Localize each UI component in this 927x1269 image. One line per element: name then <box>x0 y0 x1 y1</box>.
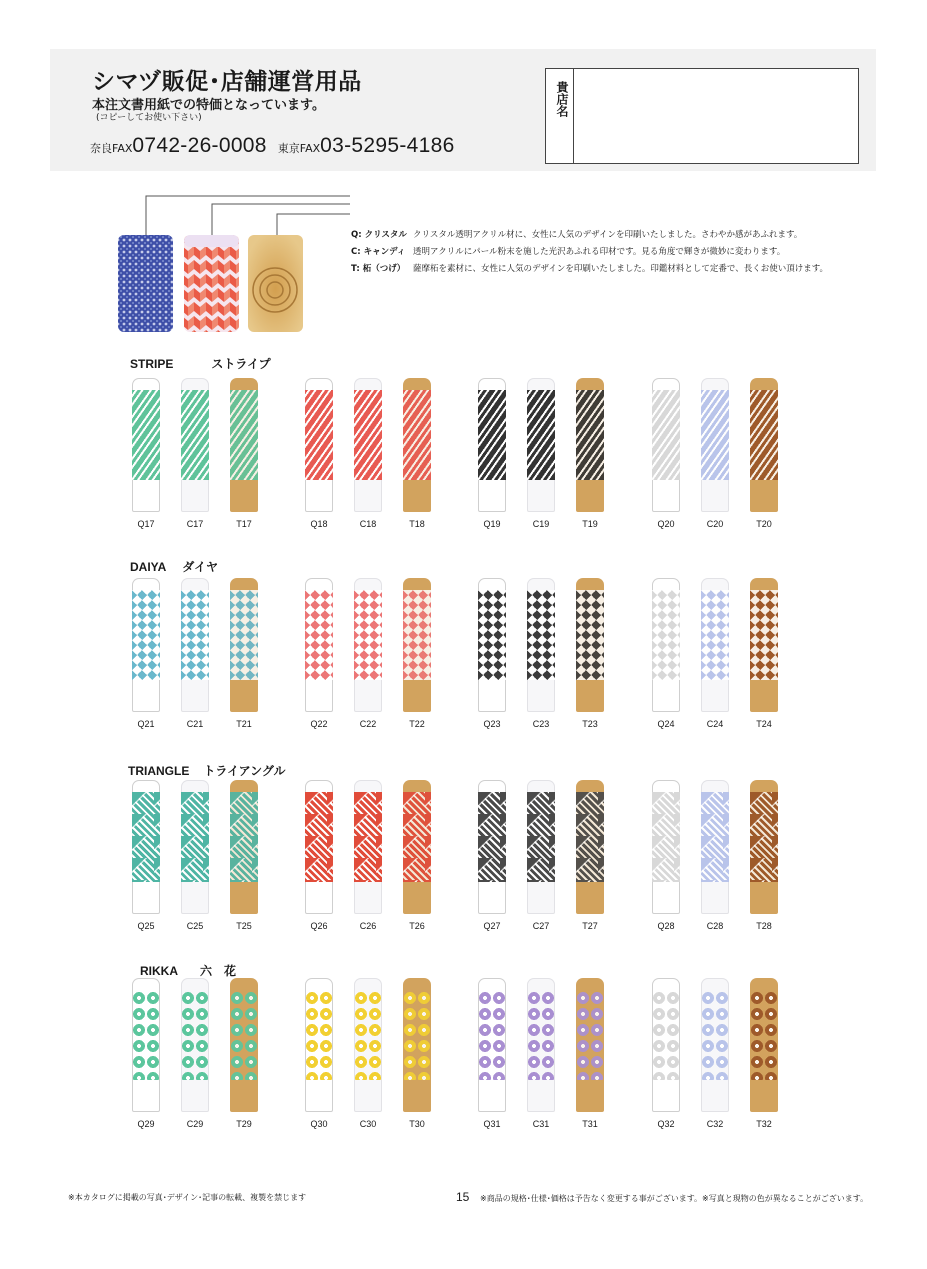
design-band <box>478 792 506 882</box>
design-band <box>750 792 778 882</box>
design-band <box>132 390 160 480</box>
product-code: T17 <box>236 519 252 529</box>
design-band <box>527 792 555 882</box>
product-code: Q29 <box>137 1119 155 1129</box>
seal-product-q27 <box>478 780 506 914</box>
product-code: Q25 <box>137 921 155 931</box>
materials-illustration <box>110 190 350 340</box>
design-band <box>305 390 333 480</box>
product-code: T28 <box>756 921 772 931</box>
seal-product-c32 <box>701 978 729 1112</box>
product-code: Q32 <box>657 1119 675 1129</box>
design-band <box>181 792 209 882</box>
product-code: T27 <box>582 921 598 931</box>
product-code: C29 <box>186 1119 204 1129</box>
design-band <box>652 590 680 680</box>
product-code: T26 <box>409 921 425 931</box>
section-title-daiya: DAIYA ダイヤ <box>130 560 218 574</box>
seal-product-c28 <box>701 780 729 914</box>
design-band <box>478 590 506 680</box>
design-band <box>527 390 555 480</box>
design-band <box>652 990 680 1080</box>
design-band <box>750 590 778 680</box>
fax-numbers <box>90 134 455 158</box>
design-band <box>576 590 604 680</box>
seal-product-q23 <box>478 578 506 712</box>
design-band <box>403 792 431 882</box>
design-band <box>576 792 604 882</box>
design-band <box>181 590 209 680</box>
design-band <box>652 792 680 882</box>
design-band <box>132 590 160 680</box>
section-title-stripe: STRIPE ストライプ <box>130 357 271 371</box>
seal-product-t24 <box>750 578 778 712</box>
seal-product-c27 <box>527 780 555 914</box>
subtitle: 本注文書用紙での特価となっています。 <box>92 98 325 113</box>
product-code: T20 <box>756 519 772 529</box>
product-code: Q22 <box>310 719 328 729</box>
design-band <box>354 390 382 480</box>
material-t: T: 柘（つげ） 薩摩柘を素材に、女性に人気のデザインを印刷いたしました。印鑑材料として定番で、長くお使い頂けます。 <box>351 264 829 274</box>
seal-product-c24 <box>701 578 729 712</box>
footer-left-note: ※本カタログに掲載の写真･デザイン･記事の転載、複製を禁じます <box>68 1193 307 1202</box>
product-code: Q26 <box>310 921 328 931</box>
seal-product-q22 <box>305 578 333 712</box>
design-band <box>403 990 431 1080</box>
store-name-box[interactable] <box>545 68 859 164</box>
seal-product-q28 <box>652 780 680 914</box>
page-number: 15 <box>456 1190 470 1204</box>
product-code: C28 <box>706 921 724 931</box>
product-code: T30 <box>409 1119 425 1129</box>
seal-product-t18 <box>403 378 431 512</box>
candy-sample <box>184 235 239 332</box>
design-band <box>527 990 555 1080</box>
product-code: T22 <box>409 719 425 729</box>
design-band <box>750 990 778 1080</box>
section-title-triangle: TRIANGLE トライアングル <box>128 764 286 778</box>
product-code: Q24 <box>657 719 675 729</box>
product-code: C26 <box>359 921 377 931</box>
brand-title: シマヅ販促･店舗運営用品 <box>92 69 362 95</box>
design-band <box>132 792 160 882</box>
product-code: C18 <box>359 519 377 529</box>
seal-product-c19 <box>527 378 555 512</box>
design-band <box>701 390 729 480</box>
product-code: T25 <box>236 921 252 931</box>
seal-product-q30 <box>305 978 333 1112</box>
product-code: Q28 <box>657 921 675 931</box>
design-band <box>478 390 506 480</box>
seal-product-q31 <box>478 978 506 1112</box>
seal-product-c17 <box>181 378 209 512</box>
design-band <box>527 590 555 680</box>
product-code: Q23 <box>483 719 501 729</box>
product-code: Q30 <box>310 1119 328 1129</box>
seal-product-t25 <box>230 780 258 914</box>
design-band <box>403 590 431 680</box>
seal-product-q32 <box>652 978 680 1112</box>
seal-product-c23 <box>527 578 555 712</box>
seal-product-c29 <box>181 978 209 1112</box>
material-q: Q: クリスタル クリスタル透明アクリル材に、女性に人気のデザインを印刷いたしました。さわやか感があふれます。 <box>351 230 803 240</box>
section-title-rikka: RIKKA 六 花 <box>140 964 237 978</box>
design-band <box>181 390 209 480</box>
product-code: T31 <box>582 1119 598 1129</box>
seal-product-t21 <box>230 578 258 712</box>
seal-product-q19 <box>478 378 506 512</box>
product-code: T23 <box>582 719 598 729</box>
seal-product-t31 <box>576 978 604 1112</box>
tokyo-fax-label: 東京FAX <box>277 142 321 155</box>
seal-product-q21 <box>132 578 160 712</box>
seal-product-t19 <box>576 378 604 512</box>
design-band <box>701 990 729 1080</box>
design-band <box>305 792 333 882</box>
design-band <box>230 390 258 480</box>
seal-product-t23 <box>576 578 604 712</box>
design-band <box>230 590 258 680</box>
product-code: C22 <box>359 719 377 729</box>
design-band <box>701 590 729 680</box>
design-band <box>701 792 729 882</box>
product-code: C30 <box>359 1119 377 1129</box>
material-c: C: キャンディ 透明アクリルにパール粉末を施した光沢あふれる印材です。見る角度で輝きが微妙に変わります。 <box>351 247 786 257</box>
seal-product-t28 <box>750 780 778 914</box>
design-band <box>305 990 333 1080</box>
store-name-label: 貴店名 <box>555 81 569 117</box>
design-band <box>576 990 604 1080</box>
design-band <box>403 390 431 480</box>
design-band <box>354 590 382 680</box>
product-code: T19 <box>582 519 598 529</box>
seal-product-q25 <box>132 780 160 914</box>
product-code: T24 <box>756 719 772 729</box>
design-band <box>181 990 209 1080</box>
seal-product-c22 <box>354 578 382 712</box>
product-code: C19 <box>532 519 550 529</box>
product-code: Q17 <box>137 519 155 529</box>
seal-product-q17 <box>132 378 160 512</box>
product-code: C24 <box>706 719 724 729</box>
seal-product-c25 <box>181 780 209 914</box>
seal-product-t30 <box>403 978 431 1112</box>
product-code: Q31 <box>483 1119 501 1129</box>
seal-product-q18 <box>305 378 333 512</box>
product-code: C23 <box>532 719 550 729</box>
seal-product-q24 <box>652 578 680 712</box>
product-code: C31 <box>532 1119 550 1129</box>
seal-product-c30 <box>354 978 382 1112</box>
product-code: Q18 <box>310 519 328 529</box>
product-code: C27 <box>532 921 550 931</box>
product-code: Q21 <box>137 719 155 729</box>
seal-product-t26 <box>403 780 431 914</box>
product-code: Q20 <box>657 519 675 529</box>
product-code: T18 <box>409 519 425 529</box>
design-band <box>652 390 680 480</box>
seal-product-t20 <box>750 378 778 512</box>
crystal-sample <box>118 235 173 332</box>
design-band <box>354 792 382 882</box>
design-band <box>132 990 160 1080</box>
design-band <box>230 990 258 1080</box>
product-code: C17 <box>186 519 204 529</box>
seal-product-c20 <box>701 378 729 512</box>
seal-product-q26 <box>305 780 333 914</box>
seal-product-q29 <box>132 978 160 1112</box>
design-band <box>230 792 258 882</box>
product-code: Q19 <box>483 519 501 529</box>
seal-product-t32 <box>750 978 778 1112</box>
copy-note: (コピーしてお使い下さい) <box>96 113 202 123</box>
seal-product-t22 <box>403 578 431 712</box>
design-band <box>576 390 604 480</box>
product-code: Q27 <box>483 921 501 931</box>
seal-product-c26 <box>354 780 382 914</box>
seal-product-c18 <box>354 378 382 512</box>
nara-fax-label: 奈良FAX <box>90 142 133 155</box>
seal-product-t29 <box>230 978 258 1112</box>
seal-product-t27 <box>576 780 604 914</box>
seal-product-q20 <box>652 378 680 512</box>
tokyo-fax-number: 03-5295-4186 <box>320 134 455 157</box>
design-band <box>305 590 333 680</box>
seal-product-t17 <box>230 378 258 512</box>
product-code: C32 <box>706 1119 724 1129</box>
product-code: C20 <box>706 519 724 529</box>
product-code: T21 <box>236 719 252 729</box>
product-code: T32 <box>756 1119 772 1129</box>
design-band <box>354 990 382 1080</box>
product-code: C25 <box>186 921 204 931</box>
product-code: T29 <box>236 1119 252 1129</box>
seal-product-c21 <box>181 578 209 712</box>
nara-fax-number: 0742-26-0008 <box>132 134 267 157</box>
footer-right-note: ※商品の規格･仕様･価格は予告なく変更する事がございます。※写真と現物の色が異なることがございます。 <box>480 1194 869 1203</box>
wood-sample <box>248 235 303 332</box>
seal-product-c31 <box>527 978 555 1112</box>
design-band <box>750 390 778 480</box>
product-code: C21 <box>186 719 204 729</box>
design-band <box>478 990 506 1080</box>
